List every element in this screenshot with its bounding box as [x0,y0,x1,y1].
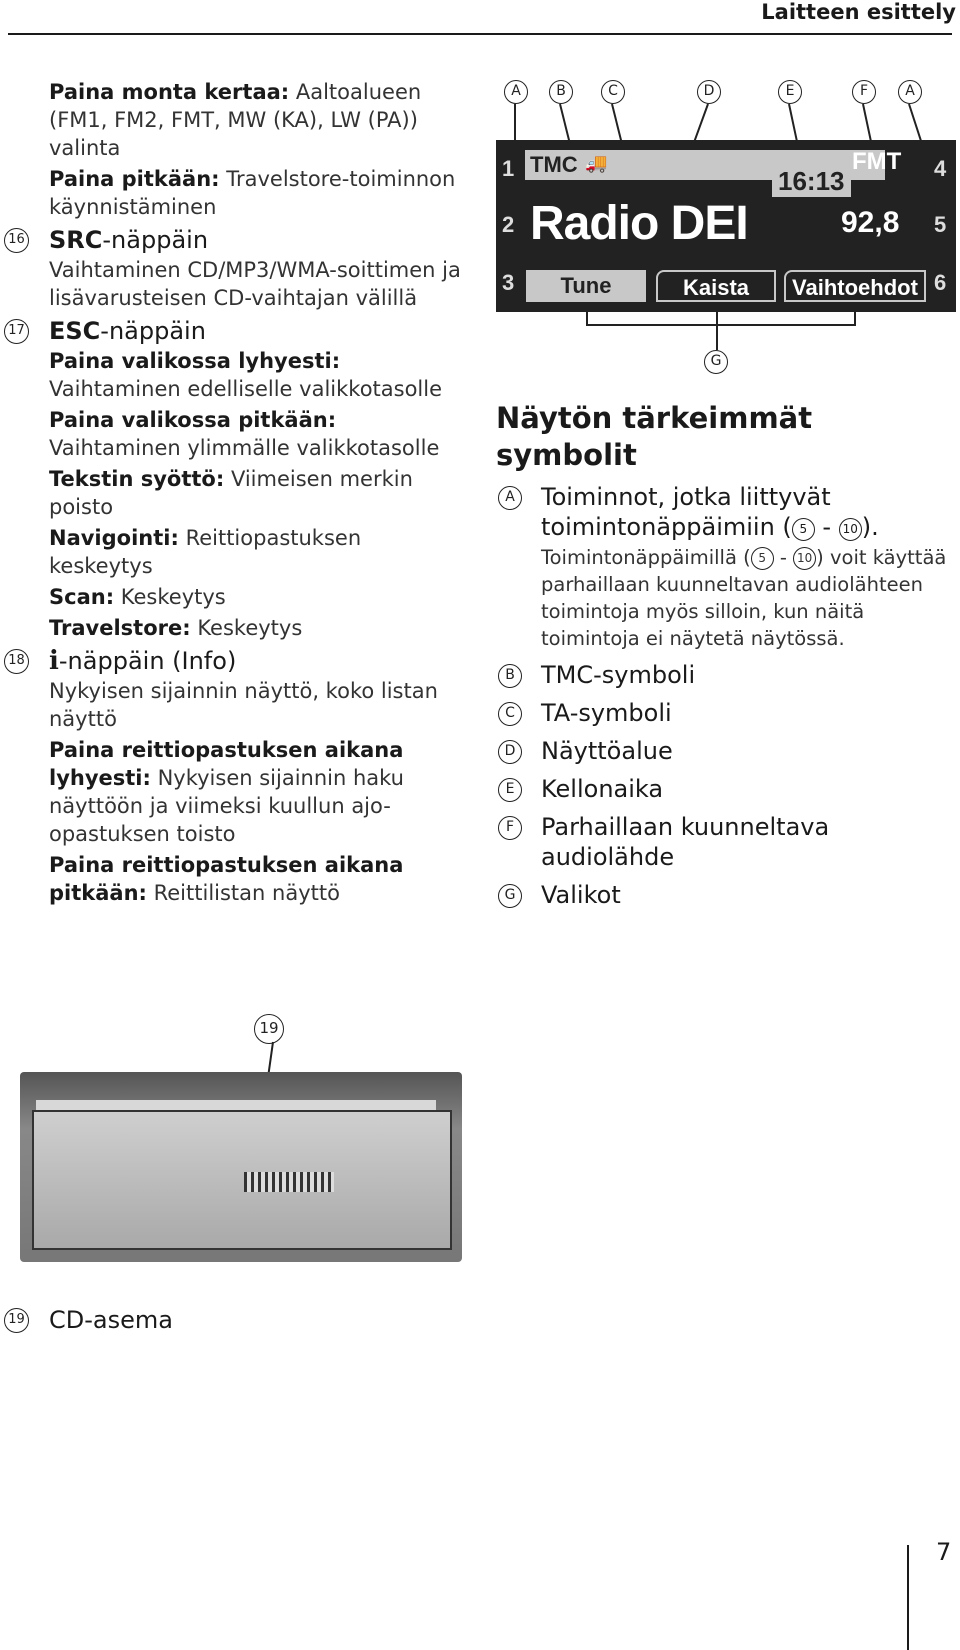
legend-label-e: E [498,778,522,802]
esc-long-press: Paina valikossa pitkään: Vaihtaminen ylimmälle valikkotasolle [49,408,440,460]
legend-b: B TMC-symboli [496,660,960,690]
press-repeat-text: Paina monta kertaa: Aaltoalueen (FM1, FM2, FMT, MW (KA), LW (PA)) valinta [49,80,422,160]
legend-a: A Toiminnot, jotka liittyvät toimintonäppäimiin ( 5 - 10 ). [496,482,960,542]
label-d: D [697,80,721,104]
bracket-g-bar [586,324,856,326]
bracket-g-right [854,312,856,324]
bracket-g-stem [716,324,718,350]
display-illustration [496,78,956,398]
bracket-g-mid [716,312,718,324]
esc-travelstore: Travelstore: Keskeytys [49,616,303,640]
label-c: C [601,80,625,104]
legend-d: D Näyttöalue [496,736,960,766]
esc-navigation: Navigointi: Reittiopastuksen keskeytys [49,526,362,578]
cd-drive-contacts [244,1172,334,1192]
src-description: Vaihtaminen CD/MP3/WMA-soittimen ja lisävarusteisen CD-vaihtajan välillä [49,258,461,310]
tmc-symbol: TMC [530,152,578,177]
header-rule [8,33,952,35]
softkey-number-2: 2 [502,212,515,237]
label-b: B [549,80,573,104]
esc-scan: Scan: Keskeytys [49,585,226,609]
esc-text-input: Tekstin syöttö: Viimeisen merkin poisto [49,467,413,519]
legend-label-g: G [498,884,522,908]
item-19-cd-drive: 19 CD-asema [0,1305,470,1335]
station-name: Radio DEI [530,197,748,250]
cd-drive-illustration [12,1000,462,1270]
station-frequency: 92,8 [841,206,900,239]
menu-tab-vaihtoehdot: Vaihtoehdot [784,270,926,302]
radio-display [496,140,956,312]
left-column [0,78,470,907]
menu-tab-kaista: Kaista [656,270,776,302]
label-g: G [704,350,728,374]
inline-number-5: 5 [792,518,815,541]
label-e: E [778,80,802,104]
right-column [496,78,960,910]
legend-c: C TA-symboli [496,698,960,728]
legend-label-f: F [498,816,522,840]
legend-f: F Parhaillaan kuunneltava audiolähde [496,812,960,872]
info-icon: i [49,646,59,676]
softkey-number-5: 5 [934,212,947,237]
info-short-press: Paina reittiopastuksen aikana lyhyesti: Nykyisen sijainnin haku näyttöön ja viimeksi kuullun ajo-opastuksen toisto [49,738,404,846]
info-description: Nykyisen sijainnin näyttö, koko listan näyttö [49,679,438,731]
cd-drive-caption [0,1301,470,1336]
item-number-17: 17 [4,319,29,344]
item-number-19: 19 [4,1308,29,1333]
softkey-number-3: 3 [502,270,515,295]
page-header-title: Laitteen esittely [761,0,956,24]
label-a-left: A [504,80,528,104]
ta-traffic-icon: 🚚 [585,153,608,174]
page-number: 7 [936,1538,952,1566]
legend-label-d: D [498,740,522,764]
cd-drive-number: 19 [254,1014,284,1044]
inline-number-10-sub: 10 [793,547,816,570]
softkey-number-1: 1 [502,156,515,181]
inline-number-5-sub: 5 [751,547,774,570]
legend-g: G Valikot [496,880,960,910]
menu-tab-tune: Tune [526,270,646,302]
bracket-g-left [586,312,588,324]
page-number-rule [907,1545,909,1650]
item-number-18: 18 [4,649,29,674]
legend-label-b: B [498,664,522,688]
display-band: FMT [852,148,902,175]
legend-label-a: A [498,486,522,510]
item-16-src-key: 16 SRC-näppäin [0,225,470,255]
esc-short-press: Paina valikossa lyhyesti: Vaihtaminen edelliselle valikkotasolle [49,349,443,401]
display-clock: 16:13 [772,166,851,197]
item-17-esc-key: 17 ESC-näppäin [0,316,470,346]
label-f: F [852,80,876,104]
inline-number-10: 10 [839,518,862,541]
press-long-text: Paina pitkään: Travelstore-toiminnon käynnistäminen [49,167,456,219]
legend-label-c: C [498,702,522,726]
item-number-16: 16 [4,228,29,253]
legend-a-detail: Toimintonäppäimillä ( 5 - 10 ) voit käyttää parhaillaan kuunneltavan audiolähteen toimintoja myös silloin, kun näitä toimintoja ei näytetä näytössä. [541,546,947,650]
cd-drive-flap [32,1110,452,1250]
section-heading: Näytön tärkeimmät symbolit [496,401,813,472]
softkey-number-6: 6 [934,270,947,295]
legend-e: E Kellonaika [496,774,960,804]
softkey-number-4: 4 [934,156,947,181]
info-long-press: Paina reittiopastuksen aikana pitkään: Reittilistan näyttö [49,853,404,905]
label-a-right: A [898,80,922,104]
item-18-info-key: 18 i-näppäin (Info) [0,646,470,676]
